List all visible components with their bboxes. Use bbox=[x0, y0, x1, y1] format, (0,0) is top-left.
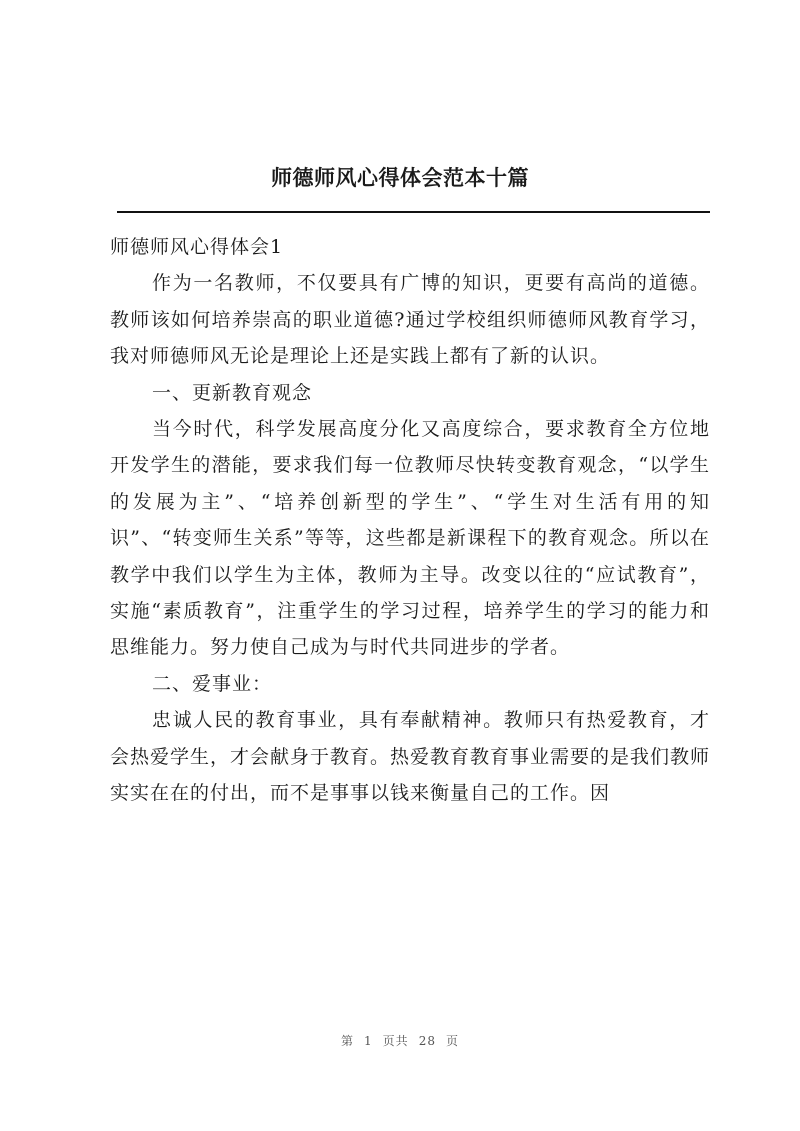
footer-total-pages: 28 bbox=[418, 1034, 436, 1048]
footer-page-number: 1 bbox=[364, 1034, 373, 1048]
paragraph-concepts: 当今时代，科学发展高度分化又高度综合，要求教育全方位地开发学生的潜能，要求我们每一位教师尽快转变教育观念，“以学生的发展为主”、“培养创新型的学生”、“学生对生活有用的知识”、“转变师生关系”等等，这些都是新课程下的教育观念。所以在教学中我们以学生为主体，教师为主导。改变以往的“应试教育”，实施“素质教育”，注重学生的学习过程，培养学生的学习的能力和思维能力。努力使自己成为与时代共同进步的学者。 bbox=[110, 418, 710, 659]
paragraph-career: 忠诚人民的教育事业，具有奉献精神。教师只有热爱教育，才会热爱学生，才会献身于教育。热爱教育教育事业需要的是我们教师实实在在的付出，而不是事事以钱来衡量自己的工作。因 bbox=[110, 709, 711, 805]
section-heading: 师德师风心得体会1 bbox=[110, 236, 284, 258]
document-title: 师德师风心得体会范本十篇 bbox=[271, 166, 529, 190]
paragraph-intro: 作为一名教师，不仅要具有广博的知识，更要有高尚的道德。教师该如何培养崇高的职业道德?通过学校组织师德师风教育学习，我对师德师风无论是理论上还是实践上都有了新的认识。 bbox=[110, 272, 710, 368]
footer-label-pages: 页 bbox=[445, 1034, 459, 1048]
subheading-love-career: 二、爱事业： bbox=[152, 672, 273, 695]
footer-label-page: 第 bbox=[341, 1034, 355, 1048]
subheading-update-concepts: 一、更新教育观念 bbox=[152, 381, 313, 404]
title-divider bbox=[117, 211, 710, 213]
page-footer bbox=[0, 1032, 800, 1049]
footer-label-of: 页共 bbox=[382, 1034, 409, 1048]
document-body bbox=[110, 229, 710, 812]
